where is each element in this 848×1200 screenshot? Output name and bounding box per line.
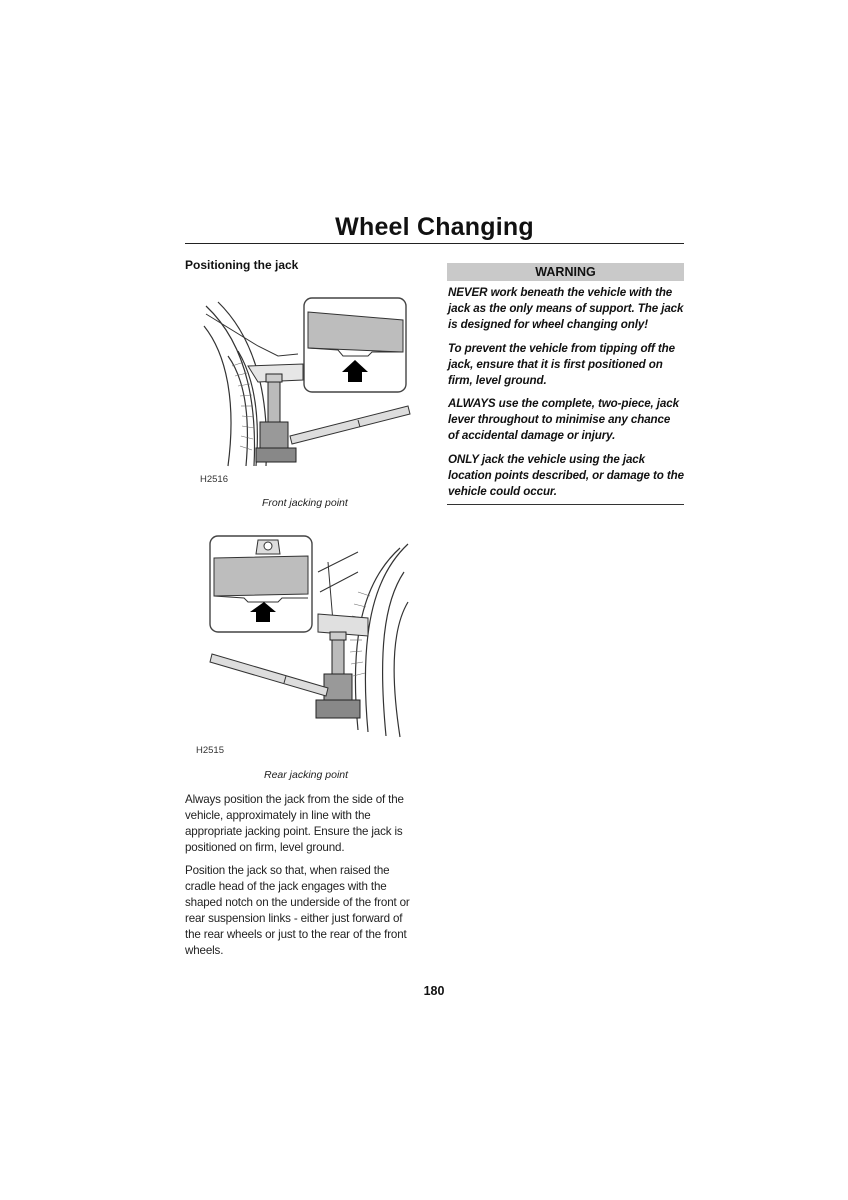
rear-jacking-illustration <box>208 532 412 742</box>
warning-item: ALWAYS use the complete, two-piece, jack lever throughout to minimise any chance of accidental damage or injury. <box>448 397 679 442</box>
figure-code: H2515 <box>196 745 224 756</box>
figure-caption: Rear jacking point <box>264 769 349 781</box>
warning-item: To prevent the vehicle from tipping off the jack, ensure that it is first positioned on firm, level ground. <box>448 342 675 387</box>
page-title: Wheel Changing <box>335 213 534 241</box>
warning-item: ONLY jack the vehicle using the jack location points described, or damage to the vehicle could occur. <box>448 453 684 498</box>
page-number: 180 <box>423 984 445 998</box>
body-paragraph: Always position the jack from the side of the vehicle, approximately in line with the appropriate jacking point. Ensure the jack is positioned on firm, level ground. <box>185 793 404 854</box>
section-heading: Positioning the jack <box>185 258 299 272</box>
front-jacking-illustration <box>198 296 412 468</box>
body-paragraph: Position the jack so that, when raised the cradle head of the jack engages with the shaped notch on the underside of the front or rear suspension links - either just forward of the rear wheels or just to the rear of the front wheels. <box>185 864 410 957</box>
title-rule <box>185 243 684 244</box>
figure-caption: Front jacking point <box>262 497 348 509</box>
figure-code: H2516 <box>200 474 228 485</box>
warning-heading: WARNING <box>447 263 684 281</box>
warning-rule <box>447 504 684 505</box>
warning-item: NEVER work beneath the vehicle with the jack as the only means of support. The jack is designed for wheel changing only! <box>448 286 684 331</box>
